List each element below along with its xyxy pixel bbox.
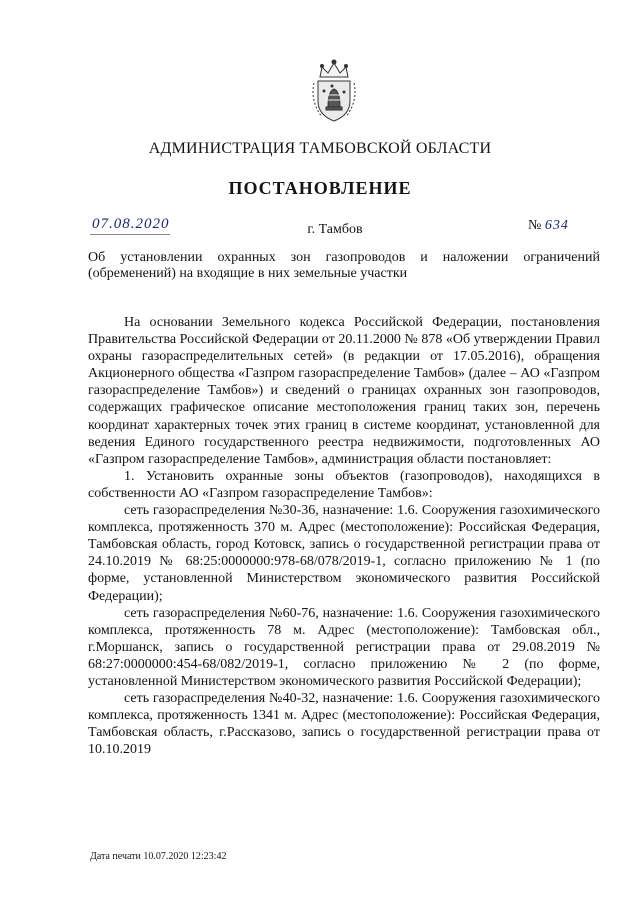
document-city: г. Тамбов <box>307 222 363 237</box>
list-item-paragraph: сеть газораспределения №40-32, назначение: 1.6. Сооружения газохимического комплекса, протяженность 1341 м. Адрес (местоположение): Российская Федерация, Тамбовская область, г.Рассказово, запись о государственной регистрации права от 10.10.2019 <box>88 691 600 758</box>
print-date-value: 10.07.2020 12:23:42 <box>143 851 227 862</box>
number-value: 634 <box>544 218 569 233</box>
print-date-label: Дата печати <box>90 851 141 862</box>
date-underline <box>90 234 170 235</box>
print-date-footer <box>90 851 226 862</box>
document-subject: Об установлении охранных зон газопроводов и наложении ограничений (обременений) на входящие в них земельные участки <box>88 250 600 281</box>
list-item-paragraph: сеть газораспределения №60-76, назначение: 1.6. Сооружения газохимического комплекса, протяженность 78 м. Адрес (местоположение): Тамбовская обл., г.Моршанск, запись о государственной регистрации права от 29.08.2019 № 68:27:0000000:454-68/082/2019-1, согласно приложению № 2 (по форме, установленной Министерством экономического развития Российской Федерации); <box>88 605 600 689</box>
number-prefix: № <box>528 218 542 233</box>
organization-name: АДМИНИСТРАЦИЯ ТАМБОВСКОЙ ОБЛАСТИ <box>148 140 492 157</box>
document-body <box>88 314 600 758</box>
clause-paragraph: 1. Установить охранные зоны объектов (газопроводов), находящихся в собственности АО «Газпром газораспределение Тамбов»: <box>88 468 600 501</box>
document-type-title: ПОСТАНОВЛЕНИЕ <box>228 178 412 198</box>
document-number <box>528 218 569 234</box>
preamble-paragraph: На основании Земельного кодекса Российской Федерации, постановления Правительства Российской Федерации от 20.11.2000 № 878 «Об утверждении Правил охраны газораспределительных сетей» (в редакции от 17.05.2016), обращения Акционерного общества «Газпром газораспределение Тамбов» (далее – АО «Газпром газораспределение Тамбов») и сведений о границах охранных зон газопроводов, содержащих графическое описание местоположения границ таких зон, перечень координат характерных точек этих границ в системе координат, установленной для ведения Единого государственного реестра недвижимости, подготовленных АО «Газпром газораспределение Тамбов», администрация области постановляет: <box>88 315 600 467</box>
tambov-coat-of-arms-icon <box>308 55 360 125</box>
document-date: 07.08.2020 <box>92 216 170 232</box>
list-item-paragraph: сеть газораспределения №30-36, назначение: 1.6. Сооружения газохимического комплекса, протяженность 370 м. Адрес (местоположение): Российская Федерация, Тамбовская область, город Котовск, запись о государственной регистрации права от 24.10.2019 № 68:25:0000000:978-68/078/2019-1, согласно приложению № 1 (по форме, установленной Министерством экономического развития Российской Федерации); <box>88 503 600 604</box>
